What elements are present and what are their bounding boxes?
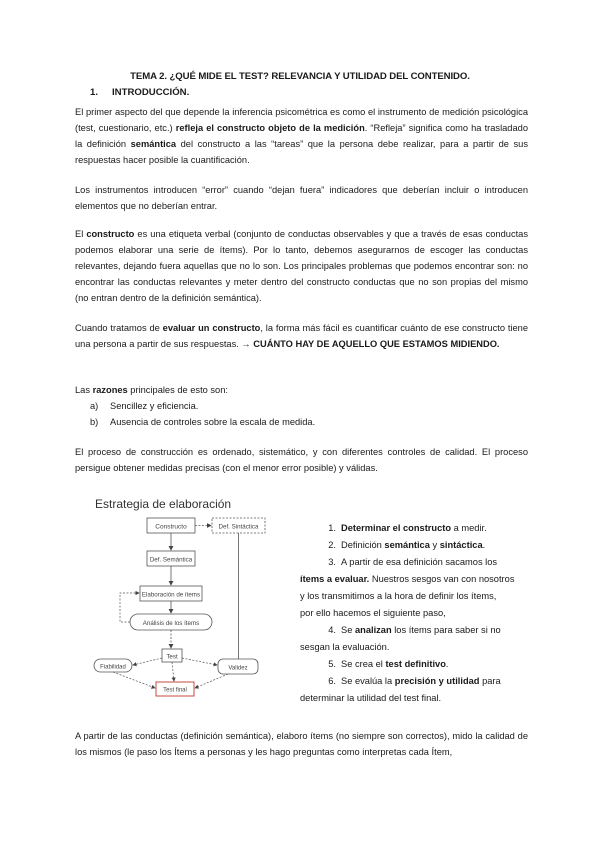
- paragraph-2: Los instrumentos introducen “error” cuando “dejan fuera” indicadores que deberían incluir o introducen elementos que no deberían entrar.: [75, 185, 528, 211]
- bold-run: precisión y utilidad: [394, 676, 480, 686]
- step-4-line: sesgan la evaluación.: [300, 642, 390, 652]
- bold-run: razones: [92, 385, 128, 395]
- text-run: Cuando tratamos de: [75, 323, 163, 333]
- node-semantica-label: Def. Semántica: [149, 556, 193, 564]
- text-run: El primer aspecto del que depende la inferencia psicométrica es como el instrumento de medición psicológica (test, cuestionario, etc.): [75, 107, 528, 133]
- text-run: a medir.: [451, 523, 487, 533]
- node-elaboracion-label: Elaboración de ítems: [141, 591, 201, 599]
- edge-test-validez: [182, 658, 217, 665]
- bold-run: sintáctica: [439, 540, 483, 550]
- section-number: 1.: [90, 87, 99, 98]
- step-1: [300, 520, 528, 537]
- reason-item: [90, 414, 315, 430]
- edge-validez-testfinal: [195, 674, 228, 688]
- flowchart-diagram: [90, 508, 275, 703]
- list-marker: b): [90, 417, 99, 427]
- node-validez-label: Validez: [228, 665, 248, 672]
- document-title: TEMA 2. ¿QUÉ MIDE EL TEST? RELEVANCIA Y UTILIDAD DEL CONTENIDO.: [130, 71, 470, 82]
- step-6: [300, 673, 528, 690]
- paragraph-7: A partir de las conductas (definición semántica), elaboro ítems (no siempre son correctos), mido la calidad de los mismos (le paso los Ítems a personas y les hago preguntas como interpretas cada Ítem,: [75, 731, 528, 757]
- step-5: [300, 656, 528, 673]
- step-3-line: [300, 571, 528, 588]
- text-run: Nuestros sesgos van con nosotros: [369, 574, 515, 584]
- text-run: y: [429, 540, 440, 550]
- step-3-line: por ello hacemos el siguiente paso,: [300, 608, 446, 618]
- text-run: los ítems para saber si no: [391, 625, 501, 635]
- bold-run: refleja el constructo objeto de la medición: [175, 123, 365, 133]
- text-run: para: [479, 676, 501, 686]
- bold-run: semántica: [130, 139, 177, 149]
- text-run: Se evalúa la: [341, 676, 395, 686]
- edge-test-fiabilidad: [133, 658, 162, 665]
- steps-list: [300, 520, 528, 707]
- step-number: 5.: [328, 659, 336, 669]
- text-run: Se: [341, 625, 355, 635]
- text-run: principales de esto son:: [127, 385, 228, 395]
- text-run: . “Refleja” significa como ha trasladado la definición: [75, 123, 528, 149]
- bold-run: test definitivo: [385, 659, 446, 669]
- text-run: A partir de esa definición sacamos los: [341, 557, 498, 567]
- node-test-label: Test: [166, 653, 178, 661]
- text-run: del constructo a las “tareas” que la persona debe realizar, para a partir de sus respuestas hacer posible la cuantificación.: [75, 139, 528, 165]
- step-number: 6.: [328, 676, 336, 686]
- paragraph-1: [75, 104, 528, 168]
- list-text: Ausencia de controles sobre la escala de medida.: [110, 417, 316, 427]
- step-number: 4.: [328, 625, 336, 635]
- text-run: .: [445, 659, 449, 669]
- node-fiabilidad-label: Fiabilidad: [100, 664, 126, 671]
- node-analisis-label: Análisis de los ítems: [142, 620, 200, 627]
- step-6-line: determinar la utilidad del test final.: [300, 693, 442, 703]
- list-text: Sencillez y eficiencia.: [110, 401, 199, 411]
- text-run: .: [482, 540, 486, 550]
- text-run: El: [75, 229, 87, 239]
- step-number: 2.: [328, 540, 336, 550]
- step-4: [300, 622, 528, 639]
- step-3: [300, 554, 528, 571]
- edge-fiabilidad-testfinal: [113, 672, 155, 688]
- text-run: Definición: [341, 540, 385, 550]
- bold-run: Determinar el constructo: [341, 523, 452, 533]
- node-sintactica-label: Def. Sintáctica: [218, 523, 259, 531]
- text-run: es una etiqueta verbal (conjunto de conductas observables y que a través de esas conductas podemos elaborar una serie de ítems). Por lo tanto, debemos asegurarnos de escoger las conductas relevantes, dejando fuera aquellas que no lo son. Los principales problemas que podemos encontrar son: no encontrar las conductas relevantes y meter dentro del constructo conductas que no son propias del mismo (no entran dentro de la definición semántica).: [75, 229, 528, 303]
- figure-title: Estrategia de elaboración: [95, 497, 232, 511]
- bold-run: ítems a evaluar.: [300, 574, 370, 584]
- paragraph-6: El proceso de construcción es ordenado, sistemático, y con diferentes controles de calidad. El proceso persigue obtener medidas precisas (con el menor error posible) y válidas.: [75, 447, 528, 473]
- step-number: 1.: [328, 523, 336, 533]
- reason-item: [90, 398, 198, 414]
- paragraph-4: [75, 320, 528, 352]
- bold-run: evaluar un constructo: [162, 323, 261, 333]
- bold-run: constructo: [86, 229, 135, 239]
- text-run: , la forma más fácil es cuantificar cuánto de ese constructo tiene una persona a partir de sus respuestas. →: [75, 323, 529, 349]
- list-marker: a): [90, 401, 99, 411]
- bold-run: analizan: [354, 625, 392, 635]
- section-heading: [90, 87, 189, 98]
- bold-run: CUÁNTO HAY DE AQUELLO QUE ESTAMOS MIDIENDO.: [253, 339, 500, 349]
- step-3-line: y los transmitimos a la hora de definir los ítems,: [300, 591, 497, 601]
- step-number: 3.: [328, 557, 336, 567]
- text-run: Se crea el: [341, 659, 386, 669]
- node-test-final-label: Test final: [163, 687, 187, 694]
- edge-test-testfinal: [172, 662, 174, 681]
- section-label: INTRODUCCIÓN.: [112, 87, 190, 98]
- bold-run: semántica: [384, 540, 430, 550]
- node-constructo-label: Constructo: [155, 523, 187, 531]
- text-run: Las: [75, 385, 93, 395]
- paragraph-5: [75, 382, 528, 398]
- step-2: [300, 537, 528, 554]
- paragraph-3: [75, 226, 528, 306]
